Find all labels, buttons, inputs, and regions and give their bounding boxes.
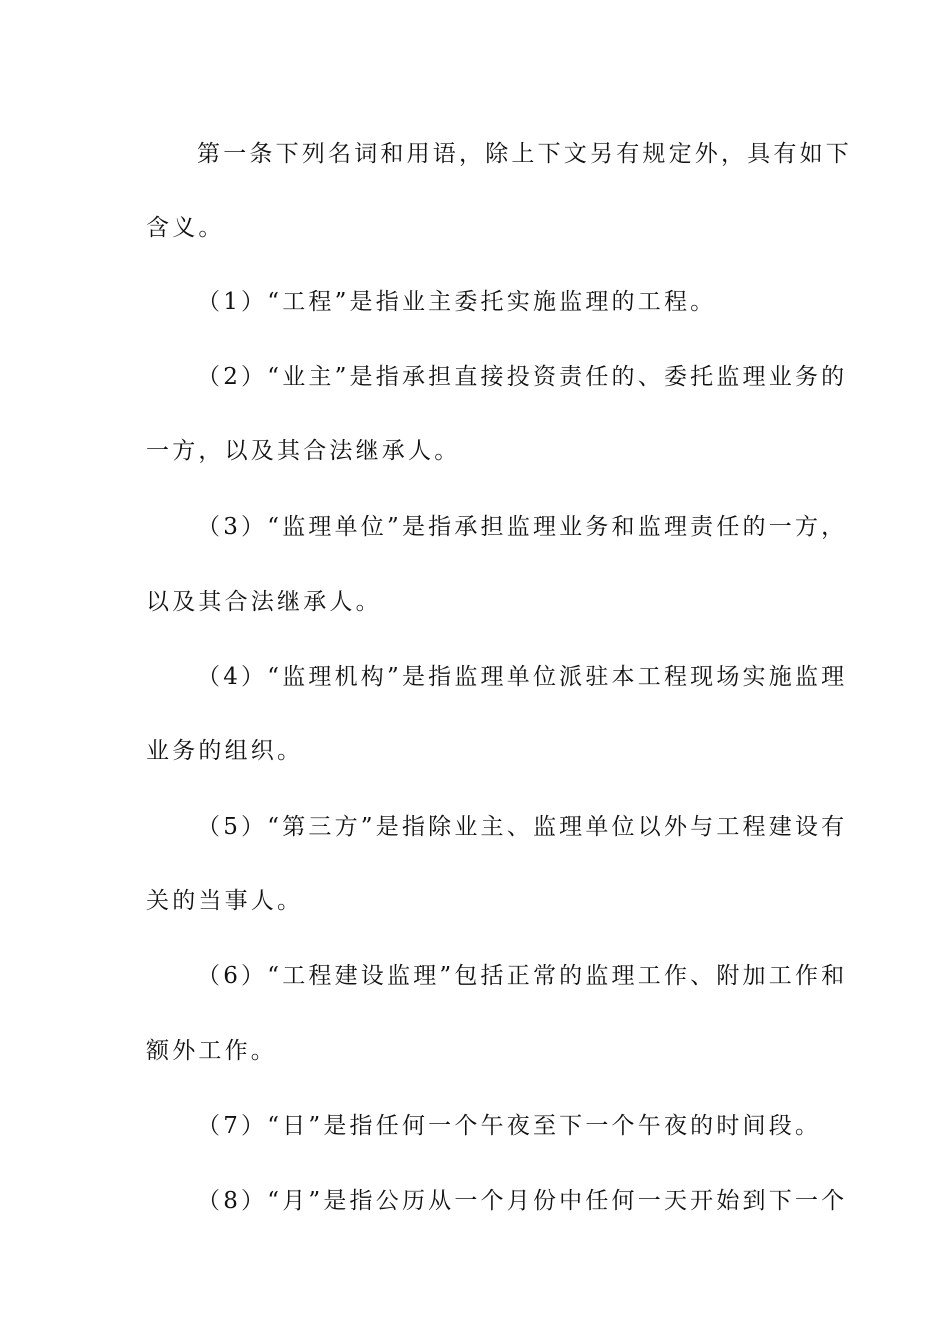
definition-6-line-2: 额外工作。 [146, 1038, 277, 1064]
definition-4-line-2: 业务的组织。 [146, 738, 304, 764]
article-1-line-1: 第一条下列名词和用语，除上下文另有规定外，具有如下 [197, 141, 852, 167]
definition-1-line-1: （1）“工程”是指业主委托实施监理的工程。 [197, 289, 717, 315]
definition-3-line-1: （3）“监理单位”是指承担监理业务和监理责任的一方， [197, 514, 848, 540]
definition-3-line-2: 以及其合法继承人。 [146, 589, 382, 615]
definition-2-line-2: 一方，以及其合法继承人。 [146, 438, 461, 464]
definition-7-line-1: （7）“日”是指任何一个午夜至下一个午夜的时间段。 [197, 1113, 822, 1139]
definition-5-line-1: （5）“第三方”是指除业主、监理单位以外与工程建设有 [197, 814, 848, 840]
article-1-line-2: 含义。 [146, 215, 225, 241]
definition-8-line-1: （8）“月”是指公历从一个月份中任何一天开始到下一个 [197, 1188, 848, 1214]
definition-5-line-2: 关的当事人。 [146, 888, 304, 914]
definition-6-line-1: （6）“工程建设监理”包括正常的监理工作、附加工作和 [197, 963, 848, 989]
definition-2-line-1: （2）“业主”是指承担直接投资责任的、委托监理业务的 [197, 364, 848, 390]
definition-4-line-1: （4）“监理机构”是指监理单位派驻本工程现场实施监理 [197, 664, 848, 690]
